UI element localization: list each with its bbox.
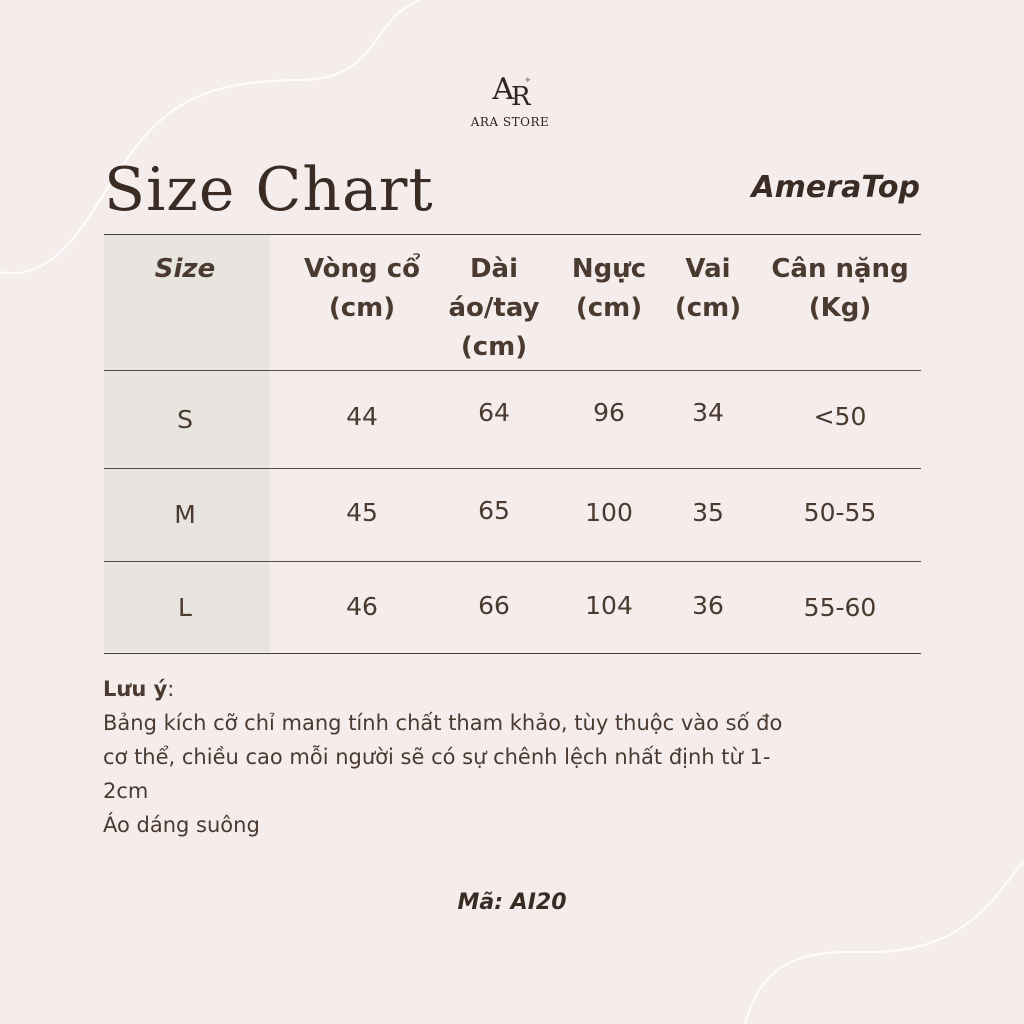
table-cell: 55-60 bbox=[803, 593, 877, 622]
header-line: Size bbox=[154, 254, 216, 284]
page-title: Size Chart bbox=[104, 155, 434, 225]
table-cell: 65 bbox=[478, 496, 510, 525]
table-row-rule bbox=[104, 561, 921, 562]
table-cell: 50-55 bbox=[803, 498, 877, 527]
brand-name: ARA STORE bbox=[470, 115, 550, 129]
header-neck bbox=[290, 250, 434, 328]
header-line: Vai bbox=[685, 254, 731, 284]
note-line: cơ thể, chiều cao mỗi người sẽ có sự chênh lệch nhất định từ 1- bbox=[103, 745, 771, 769]
header-weight bbox=[760, 250, 920, 328]
size-column-background bbox=[104, 234, 270, 652]
header-line: (cm) bbox=[575, 293, 643, 323]
brand-logo bbox=[440, 72, 580, 129]
table-top-rule bbox=[104, 234, 921, 235]
note-label: Lưu ý bbox=[103, 677, 168, 701]
table-cell: 104 bbox=[585, 591, 633, 620]
product-name: AmeraTop bbox=[751, 170, 920, 205]
table-cell: 64 bbox=[478, 398, 510, 427]
note-colon: : bbox=[167, 677, 175, 701]
note-line: Áo dáng suông bbox=[103, 813, 260, 837]
note-heading bbox=[103, 672, 933, 706]
note-section bbox=[103, 672, 933, 842]
header-shoulder bbox=[670, 250, 746, 328]
header-line: Cân nặng bbox=[771, 254, 909, 284]
logo-letter-a: A bbox=[492, 72, 512, 107]
header-line: Ngực bbox=[571, 254, 647, 284]
table-cell: M bbox=[174, 500, 196, 529]
size-table bbox=[104, 234, 921, 654]
table-cell: 46 bbox=[346, 592, 378, 621]
header-line: (cm) bbox=[460, 332, 528, 362]
table-cell: 35 bbox=[692, 498, 724, 527]
table-cell: L bbox=[178, 593, 192, 622]
header-line: (Kg) bbox=[808, 293, 872, 323]
logo-monogram bbox=[440, 72, 580, 112]
header-line: Vòng cổ bbox=[303, 254, 420, 284]
table-bottom-rule bbox=[104, 653, 921, 654]
logo-letter-r: R bbox=[511, 82, 528, 112]
header-line: Dài bbox=[469, 254, 519, 284]
header-line: (cm) bbox=[328, 293, 396, 323]
table-header-rule bbox=[104, 370, 921, 371]
table-cell: 100 bbox=[585, 498, 633, 527]
header-size bbox=[124, 250, 246, 289]
table-cell: 66 bbox=[478, 591, 510, 620]
table-cell: 44 bbox=[346, 402, 378, 431]
table-cell: S bbox=[177, 405, 193, 434]
table-cell: 96 bbox=[593, 398, 625, 427]
header-line: (cm) bbox=[674, 293, 742, 323]
table-cell: 36 bbox=[692, 591, 724, 620]
header-line: áo/tay bbox=[448, 293, 540, 323]
table-row-rule bbox=[104, 468, 921, 469]
table-cell: 34 bbox=[692, 398, 724, 427]
sparkle-icon: ✦ bbox=[524, 76, 532, 86]
header-chest bbox=[556, 250, 662, 328]
header-length bbox=[434, 250, 554, 367]
note-line: Bảng kích cỡ chỉ mang tính chất tham khảo, tùy thuộc vào số đo bbox=[103, 711, 783, 735]
table-cell: <50 bbox=[813, 402, 867, 431]
product-code: Mã: AI20 bbox=[457, 890, 567, 915]
note-line: 2cm bbox=[103, 779, 149, 803]
table-cell: 45 bbox=[346, 498, 378, 527]
